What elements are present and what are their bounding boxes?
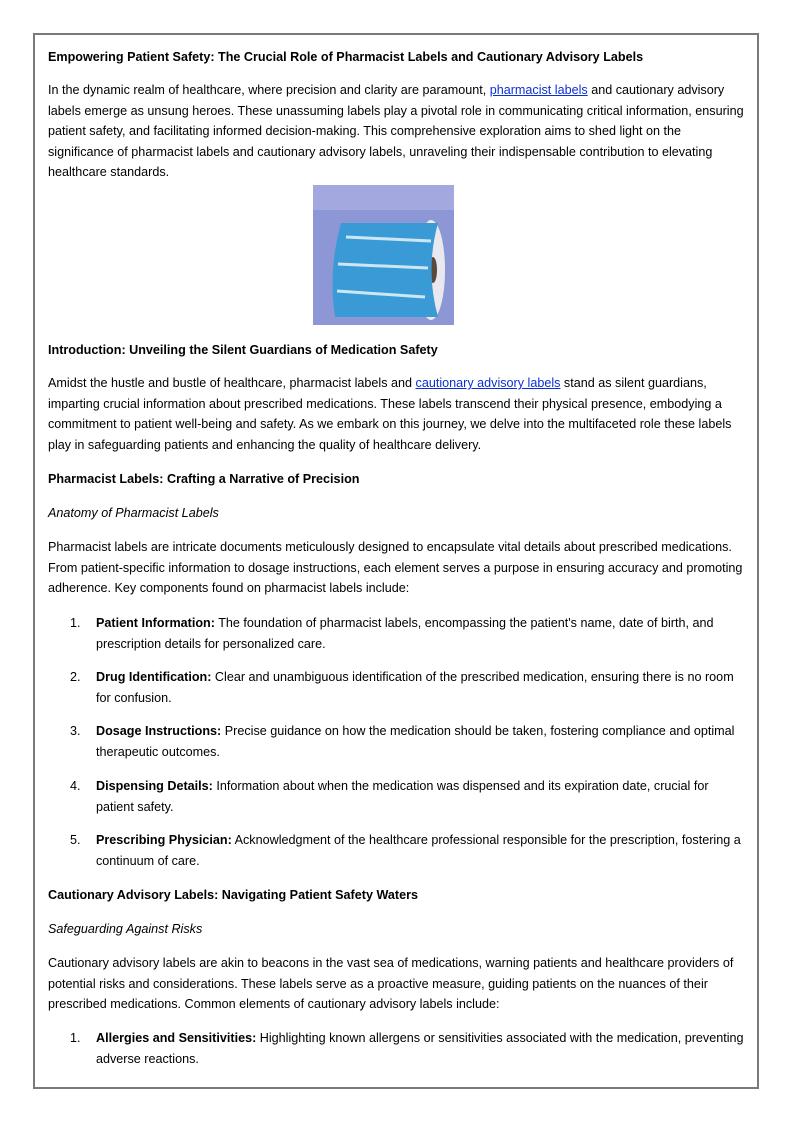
intro-paragraph xyxy=(48,80,748,183)
list-term: Dosage Instructions: xyxy=(96,724,222,738)
list-term: Allergies and Sensitivities: xyxy=(96,1031,257,1045)
intro-text-cont: and cautionary advisory labels emerge as unsung heroes. These unassuming labels play a pivotal role in communicating critical information, ensuring patient safety, and facilitating informed decision-making. This comprehensive exploration aims to shed light on the significance of pharmacist labels and cautionary advisory labels, unraveling their indispensable contribution to elevating healthcare standards. xyxy=(48,83,744,180)
pharmacist-labels-link[interactable]: pharmacist labels xyxy=(489,83,588,97)
cautionary-advisory-labels-link[interactable]: cautionary advisory labels xyxy=(415,376,561,390)
list-term: Drug Identification: xyxy=(96,670,212,684)
document-title: Empowering Patient Safety: The Crucial Role of Pharmacist Labels and Cautionary Advisory Labels xyxy=(48,50,644,64)
list-number: 2. xyxy=(70,670,81,684)
list-text: Acknowledgment of the healthcare professional responsible for the prescription, fostering a continuum of care. xyxy=(96,833,741,868)
section1-heading: Introduction: Unveiling the Silent Guardians of Medication Safety xyxy=(48,343,438,357)
list-text: Highlighting known allergens or sensitivities associated with the medication, preventing adverse reactions. xyxy=(96,1031,744,1066)
list-number: 5. xyxy=(70,833,81,847)
section3-subheading: Safeguarding Against Risks xyxy=(48,922,203,936)
list-number: 3. xyxy=(70,724,81,738)
section2-paragraph: Pharmacist labels are intricate documents meticulously designed to encapsulate vital details about prescribed medications. From patient-specific information to dosage instructions, each element serves a purpose in ensuring accuracy and promoting adherence. Key components found on pharmacist labels include: xyxy=(48,540,743,596)
section1-paragraph xyxy=(48,373,748,455)
list-term: Patient Information: xyxy=(96,616,215,630)
label-roll-image xyxy=(313,185,454,325)
list-text: Precise guidance on how the medication should be taken, fostering compliance and optimal therapeutic outcomes. xyxy=(96,724,735,759)
list-term: Prescribing Physician: xyxy=(96,833,232,847)
list-number: 4. xyxy=(70,779,81,793)
list-text: Information about when the medication was dispensed and its expiration date, crucial for patient safety. xyxy=(96,779,709,814)
section1-text-cont: stand as silent guardians, imparting crucial information about prescribed medications. These labels transcend their physical presence, embodying a commitment to patient well-being and safety. As we embark on this journey, we delve into the multifaceted role these labels play in safeguarding patients and enhancing the quality of healthcare delivery. xyxy=(48,376,732,452)
section2-heading: Pharmacist Labels: Crafting a Narrative of Precision xyxy=(48,472,360,486)
list-number: 1. xyxy=(70,1031,81,1045)
section2-subheading: Anatomy of Pharmacist Labels xyxy=(48,506,219,520)
list-number: 1. xyxy=(70,616,81,630)
list-text: Clear and unambiguous identification of the prescribed medication, ensuring there is no room for confusion. xyxy=(96,670,734,705)
section3-paragraph: Cautionary advisory labels are akin to beacons in the vast sea of medications, warning patients and healthcare providers of potential risks and considerations. These labels serve as a proactive measure, guiding patients on the nuances of their prescribed medications. Common elements of cautionary advisory labels include: xyxy=(48,956,734,1012)
intro-text: In the dynamic realm of healthcare, where precision and clarity are paramount, xyxy=(48,83,490,97)
section1-text: Amidst the hustle and bustle of healthcare, pharmacist labels and xyxy=(48,376,416,390)
list-text: The foundation of pharmacist labels, encompassing the patient's name, date of birth, and prescription details for personalized care. xyxy=(96,616,714,651)
section3-heading: Cautionary Advisory Labels: Navigating Patient Safety Waters xyxy=(48,888,418,902)
list-term: Dispensing Details: xyxy=(96,779,213,793)
